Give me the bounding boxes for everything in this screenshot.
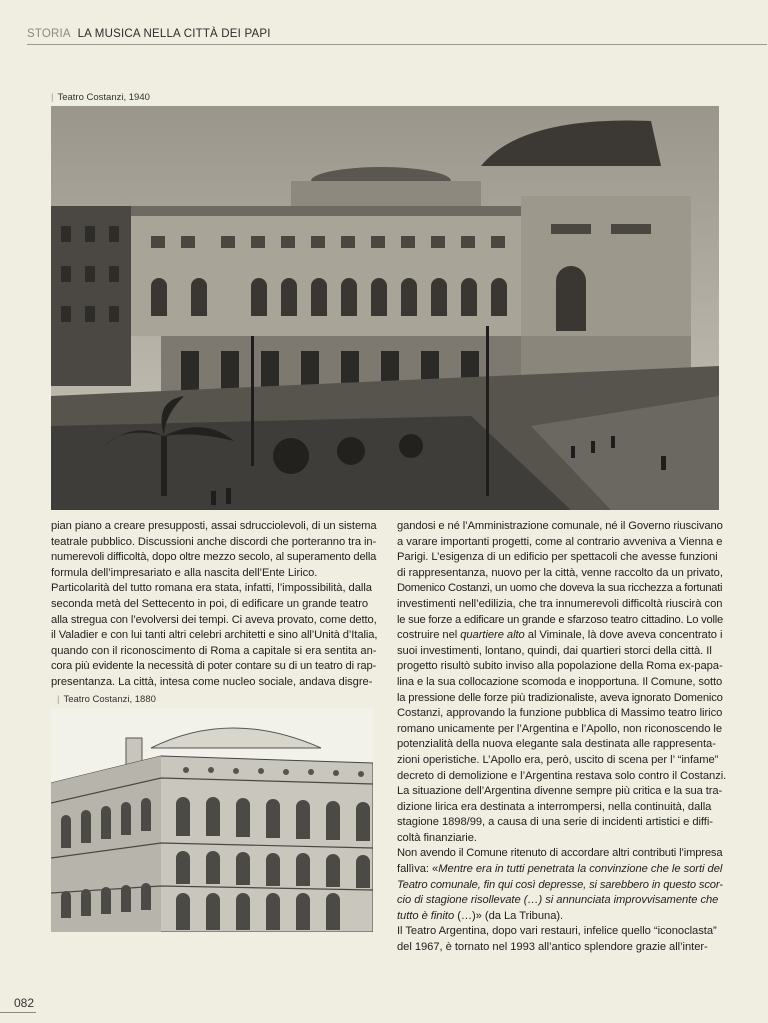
paragraph-line: stagione 1898/99, a causa di una serie di incidenti artistici e diffi- xyxy=(397,816,713,829)
quote-line: Teatro comunale, fin qui così depresse, si sarebbero in questo scor- xyxy=(397,878,723,891)
paragraph-line: le sue forze a edificare un grande e sfarzoso teatro cittadino. Lo volle xyxy=(397,613,724,626)
paragraph-line: Non avendo il Comune ritenuto di accordare altri contributi l’impresa xyxy=(397,847,723,860)
paragraph-line: romano unicamente per l’Argentina e l’Apollo, non riconoscendo le xyxy=(397,722,722,735)
paragraph-line: cora più evidente la necessità di poter contare su di un teatro di rap- xyxy=(51,660,377,673)
quote-line: cio di stagione risollevate (…) si annunciata improvvisamente che xyxy=(397,894,719,907)
article-title: LA MUSICA NELLA CITTÀ DEI PAPI xyxy=(77,28,271,40)
paragraph-line: suoi investimenti, lontano, quindi, dai quartieri storci della città. Il xyxy=(397,644,712,657)
photo-teatro-costanzi-1880 xyxy=(51,708,373,932)
paragraph-line: il Valadier e con lui tanti altri celebri architetti e sino all’Unità d’Italia, xyxy=(51,629,378,642)
quote-line: tutto è finito (…)» (da La Tribuna). xyxy=(397,909,564,922)
paragraph-line: coltà finanziarie. xyxy=(397,831,477,844)
paragraph-line: dizione lirica era destinata a interrompersi, nella continuità, dalla xyxy=(397,800,712,813)
section-label: STORIA xyxy=(27,28,71,40)
paragraph-line: di rappresentanza, nuovo per la città, venne raccolto da un privato, xyxy=(397,566,723,579)
paragraph-line: costruire nel quartiere alto al Viminale, là dove aveva concentrato i xyxy=(397,629,723,642)
bottom-photo-caption: | Teatro Costanzi, 1880 xyxy=(57,694,156,705)
paragraph-line: presentanza. La città, intesa come nucleo sociale, andava disgre- xyxy=(51,675,373,688)
paragraph-line: del 1967, è tornato nel 1993 all’antico splendore grazie all’inter- xyxy=(397,941,708,954)
paragraph-line: progetto risultò subito inviso alla popolazione della Roma ex-papa- xyxy=(397,660,723,673)
top-photo-caption: | Teatro Costanzi, 1940 xyxy=(51,92,150,103)
left-text-column xyxy=(51,519,378,691)
paragraph-line: lina e la sua collocazione scomoda e inopportuna. Il Comune, sotto xyxy=(397,675,723,688)
paragraph-line: gandosi e né l’Amministrazione comunale, né il Governo riuscivano xyxy=(397,520,723,532)
paragraph-line: formula dell’impresariato e alla nascita dell’Ente Lirico. xyxy=(51,566,318,579)
paragraph-line: investimenti nell’edilizia, che tra innumerevoli difficoltà riuscirà con xyxy=(397,597,723,610)
header-divider xyxy=(27,44,767,45)
paragraph-line: teatrale pubblico. Discussioni anche discordi che porteranno tra in- xyxy=(51,535,377,548)
page-number: 082 xyxy=(14,996,35,1010)
paragraph-line: Il Teatro Argentina, dopo vari restauri, infelice quello “iconoclasta” xyxy=(397,925,717,938)
paragraph-line: seconda metà del Settecento in poi, di edificare un grande teatro xyxy=(51,597,369,610)
paragraph-line: Parigi. L’esigenza di un edificio per spettacoli che avesse funzioni xyxy=(397,551,718,564)
paragraph-line: Particolarità del tutto romana era stata, infatti, l’impossibilità, dalla xyxy=(51,582,372,595)
paragraph-line: zioni operistiche. L’Apollo era, però, uscito di scena per l’ “infame” xyxy=(397,753,719,766)
right-text-column xyxy=(397,519,727,956)
quote-line: fallìva: «Mentre era in tutti penetrata la convinzione che le sorti del xyxy=(397,863,723,876)
footer-divider xyxy=(0,1012,36,1013)
paragraph-line: pian piano a creare presupposti, assai sdrucciolevoli, di un sistema xyxy=(51,520,377,532)
paragraph-line: la pressione delle forze più tradizionaliste, aveva ignorato Domenico xyxy=(397,691,723,704)
paragraph-line: decreto di demolizione e l’Argentina restava solo contro il Costanzi. xyxy=(397,769,727,782)
paragraph-line: quando con il riconoscimento di Roma a capitale si era sentita an- xyxy=(51,644,377,657)
paragraph-line: La situazione dell’Argentina divenne sempre più critica e la sua tra- xyxy=(397,785,723,798)
photo-teatro-costanzi-1940 xyxy=(51,106,719,510)
running-header xyxy=(27,28,271,40)
paragraph-line: numerevoli difficoltà, dopo oltre mezzo secolo, al superamento della xyxy=(51,551,377,564)
paragraph-line: Domenico Costanzi, un uomo che doveva la sua ricchezza a fortunati xyxy=(397,582,723,595)
paragraph-line: potenzialità della nuova elegante sala destinata alle rappresenta- xyxy=(397,738,716,751)
paragraph-line: Costanzi, approvando la funzione pubblica di Massimo teatro lirico xyxy=(397,707,723,720)
paragraph-line: a varare importanti progetti, come al contrario avveniva a Vienna e xyxy=(397,535,723,548)
paragraph-line: alla stregua con l’evolversi dei tempi. Ci aveva provato, come detto, xyxy=(51,613,377,626)
